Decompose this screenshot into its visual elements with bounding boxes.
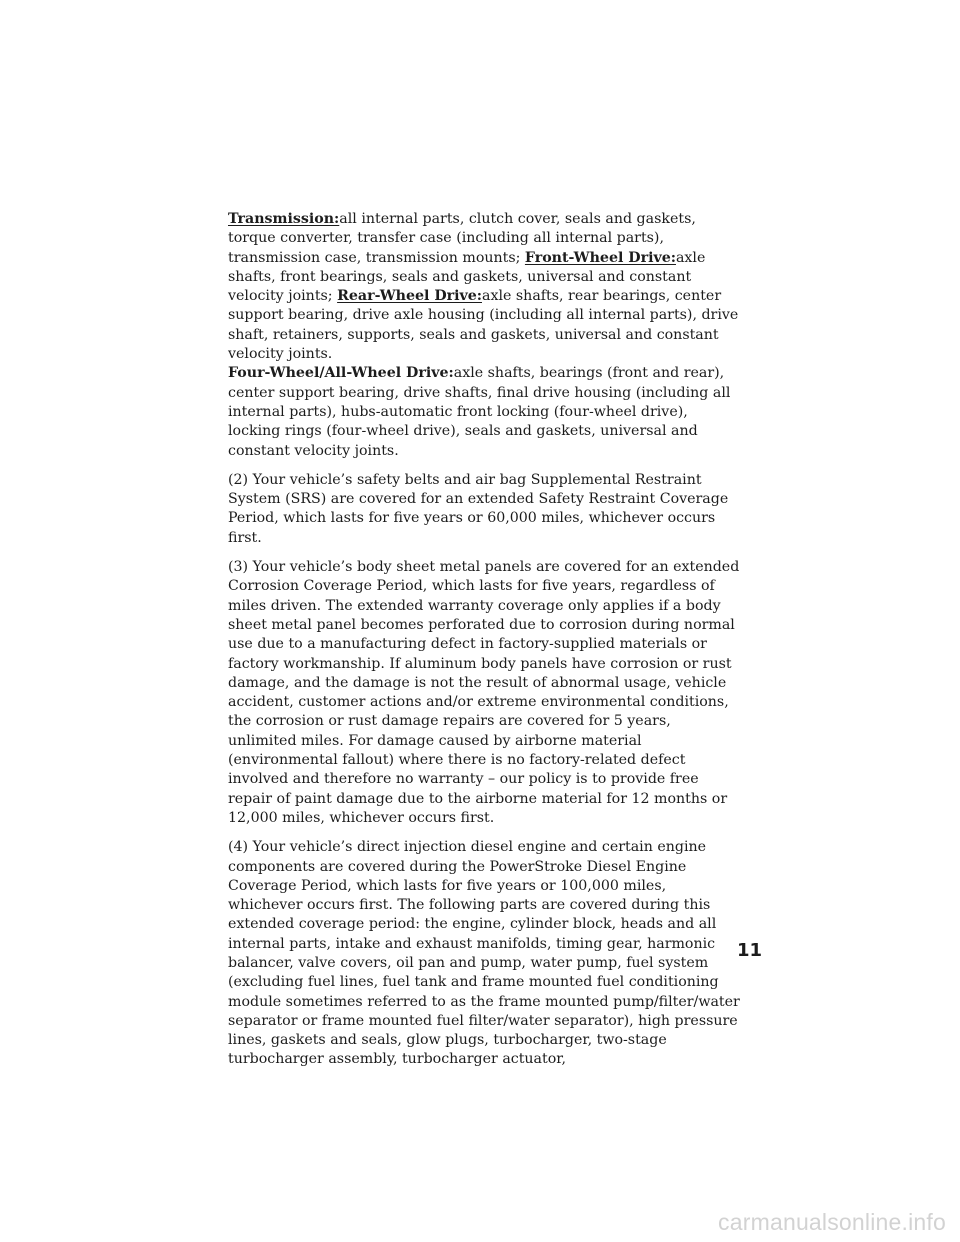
four-wheel-drive-paragraph (228, 364, 740, 460)
rear-wheel-drive-term: Rear-Wheel Drive: (337, 288, 482, 305)
front-wheel-drive-term: Front-Wheel Drive: (524, 249, 676, 266)
watermark-text: carmanualsonline.info (718, 1209, 946, 1235)
warranty-text-column (228, 210, 740, 1070)
front-wheel-drive-text: axle shafts, front bearings, seals and gaskets, universal and constant velocity joints; (228, 249, 706, 305)
note-2-text: (2) Your vehicle’s safety belts and air bag Supplemental Restraint System (SRS) are covered for an extended Safety Restraint Coverage Period, which lasts for five years or 60,000 miles, whichever occurs first. (228, 471, 729, 546)
transmission-term: Transmission: (228, 211, 340, 227)
transmission-paragraph (228, 210, 740, 364)
note-4-text: (4) Your vehicle’s direct injection diesel engine and certain engine components are covered during the PowerStroke Diesel Engine Coverage Period, which lasts for five years or 100,000 miles, whichever occurs first. The following parts are covered during this extended coverage period: the engine, cylinder block, heads and all internal parts, intake and exhaust manifolds, timing gear, harmonic balancer, valve covers, oil pan and pump, water pump, fuel system (excluding fuel lines, fuel tank and frame mounted fuel conditioning module sometimes referred to as the frame mounted pump/filter/water separator or frame mounted fuel filter/water separator), high pressure lines, gaskets and seals, glow plugs, turbocharger, two-stage turbocharger assembly, turbocharger actuator, (228, 839, 740, 1068)
note-3-paragraph (228, 558, 740, 828)
note-2-paragraph (228, 471, 740, 548)
rear-wheel-drive-text: axle shafts, rear bearings, center support bearing, drive axle housing (including all internal parts), drive shaft, retainers, supports, seals and gaskets, universal and constant velocity joints. (228, 288, 739, 363)
note-3-text: (3) Your vehicle’s body sheet metal panels are covered for an extended Corrosion Coverage Period, which lasts for five years, regardless of miles driven. The extended warranty coverage only applies if a body sheet metal panel becomes perforated due to corrosion during normal use due to a manufacturing defect in factory-supplied materials or factory workmanship. If aluminum body panels have corrosion or rust damage, and the damage is not the result of abnormal usage, vehicle accident, customer actions and/or extreme environmental conditions, the corrosion or rust damage repairs are covered for 5 years, unlimited miles. For damage caused by airborne material (environmental fallout) where there is no factory-related defect involved and therefore no warranty – our policy is to provide free repair of paint damage due to the airborne material for 12 months or 12,000 miles, whichever occurs first. (228, 559, 740, 826)
four-wheel-drive-text: axle shafts, bearings (front and rear), center support bearing, drive shafts, final drive housing (including all internal parts), hubs-automatic front locking (four-wheel drive), locking rings (four-wheel drive), seals and gaskets, universal and constant velocity joints. (228, 365, 731, 459)
page-number: 11 (736, 940, 762, 961)
transmission-text: all internal parts, clutch cover, seals and gaskets, torque converter, transfer case (including all internal parts), transmission case, transmission mounts; (228, 211, 696, 266)
four-wheel-drive-term: Four-Wheel/All-Wheel Drive: (228, 365, 454, 382)
note-4-paragraph (228, 838, 740, 1070)
